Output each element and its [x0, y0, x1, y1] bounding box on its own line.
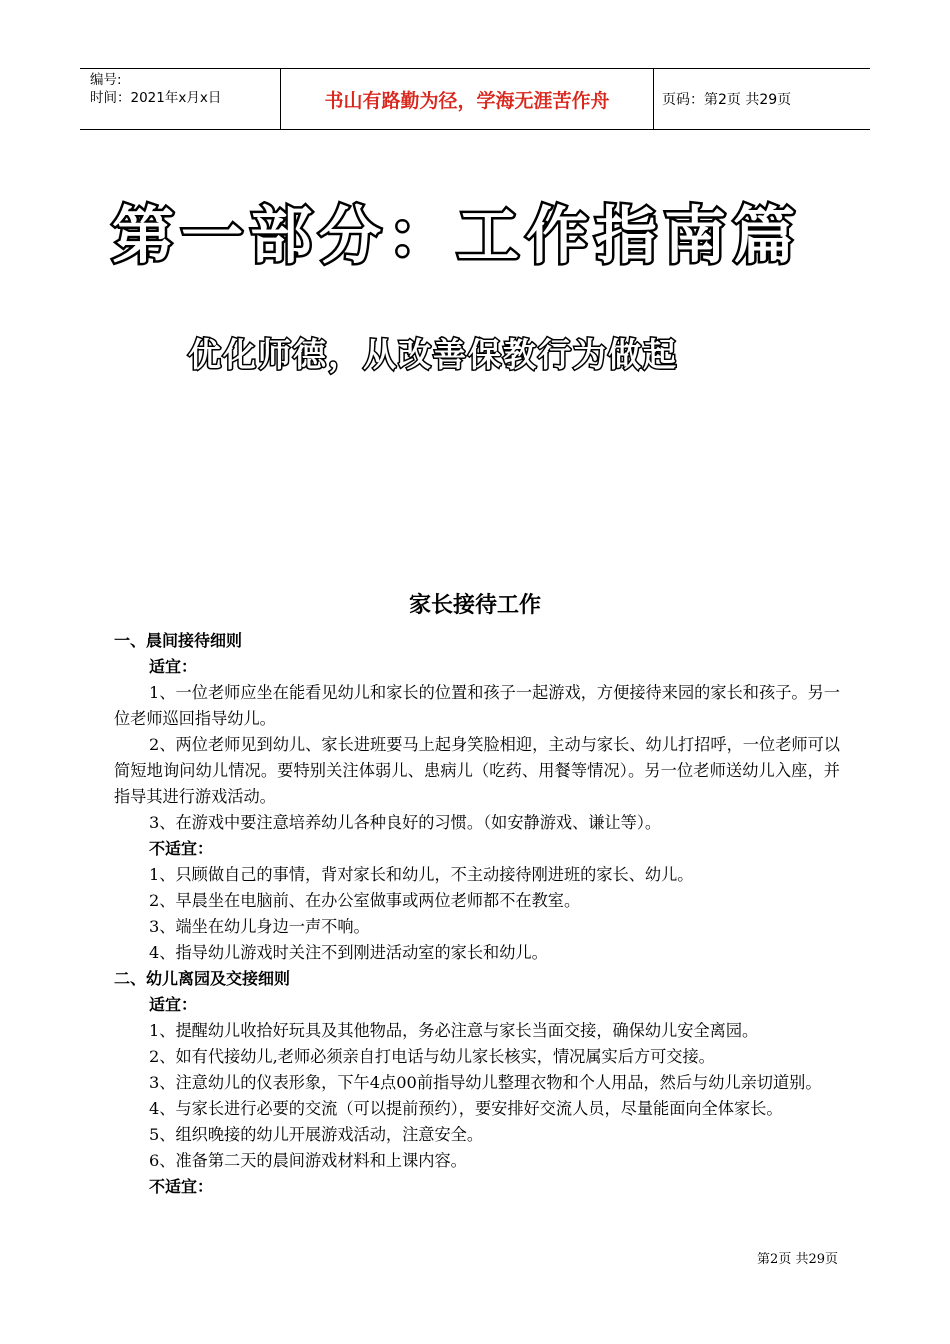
section-heading: 一、晨间接待细则 — [114, 631, 243, 650]
list-item: 1、只顾做自己的事情，背对家长和幼儿，不主动接待刚进班的家长、幼儿。 — [149, 865, 694, 884]
list-item: 1、提醒幼儿收拾好玩具及其他物品，务必注意与家长当面交接，确保幼儿安全离园。 — [149, 1021, 759, 1040]
header-meta — [80, 69, 281, 129]
header-number: 编号: — [90, 72, 122, 88]
list-item: 3、注意幼儿的仪表形象，下午4点00前指导幼儿整理衣物和个人用品，然后与幼儿亲切道别。 — [149, 1073, 822, 1092]
part-subtitle: 优化师德，从改善保教行为做起 — [188, 335, 678, 374]
unsuitable-label: 不适宜： — [149, 839, 214, 858]
list-item: 2、两位老师见到幼儿、家长进班要马上起身笑脸相迎，主动与家长、幼儿打招呼，一位老师可以简短地询问幼儿情况。要特别关注体弱儿、患病儿（吃药、用餐等情况）。另一位老师送幼儿入座，并指导其进行游戏活动。 — [114, 735, 840, 806]
part-title: 第一部分：工作指南篇 — [112, 199, 803, 272]
section-heading: 二、幼儿离园及交接细则 — [114, 969, 291, 988]
list-item: 5、组织晚接的幼儿开展游戏活动，注意安全。 — [149, 1125, 484, 1144]
list-item: 4、指导幼儿游戏时关注不到刚进活动室的家长和幼儿。 — [149, 943, 548, 962]
header-page: 页码：第2页 共29页 — [662, 92, 792, 108]
page-header — [80, 68, 870, 130]
list-item: 2、如有代接幼儿,老师必须亲自打电话与幼儿家长核实，情况属实后方可交接。 — [149, 1047, 715, 1066]
suitable-label: 适宜： — [149, 995, 198, 1014]
header-motto: 书山有路勤为径，学海无涯苦作舟 — [281, 69, 654, 129]
list-item: 2、早晨坐在电脑前、在办公室做事或两位老师都不在教室。 — [149, 891, 581, 910]
list-item: 1、一位老师应坐在能看见幼儿和家长的位置和孩子一起游戏，方便接待来园的家长和孩子。另一位老师巡回指导幼儿。 — [114, 683, 840, 728]
list-item: 4、与家长进行必要的交流（可以提前预约），要安排好交流人员，尽量能面向全体家长。 — [149, 1099, 783, 1118]
suitable-label: 适宜： — [149, 657, 198, 676]
document-body — [114, 628, 840, 1200]
page-footer: 第2页 共29页 — [757, 1252, 838, 1267]
list-item: 3、端坐在幼儿身边一声不响。 — [149, 917, 370, 936]
list-item: 6、准备第二天的晨间游戏材料和上课内容。 — [149, 1151, 467, 1170]
list-item: 3、在游戏中要注意培养幼儿各种良好的习惯。（如安静游戏、谦让等）。 — [149, 813, 662, 832]
unsuitable-label: 不适宜： — [149, 1177, 214, 1196]
section-title: 家长接待工作 — [408, 593, 541, 618]
header-time: 时间：2021年x月x日 — [90, 90, 222, 106]
